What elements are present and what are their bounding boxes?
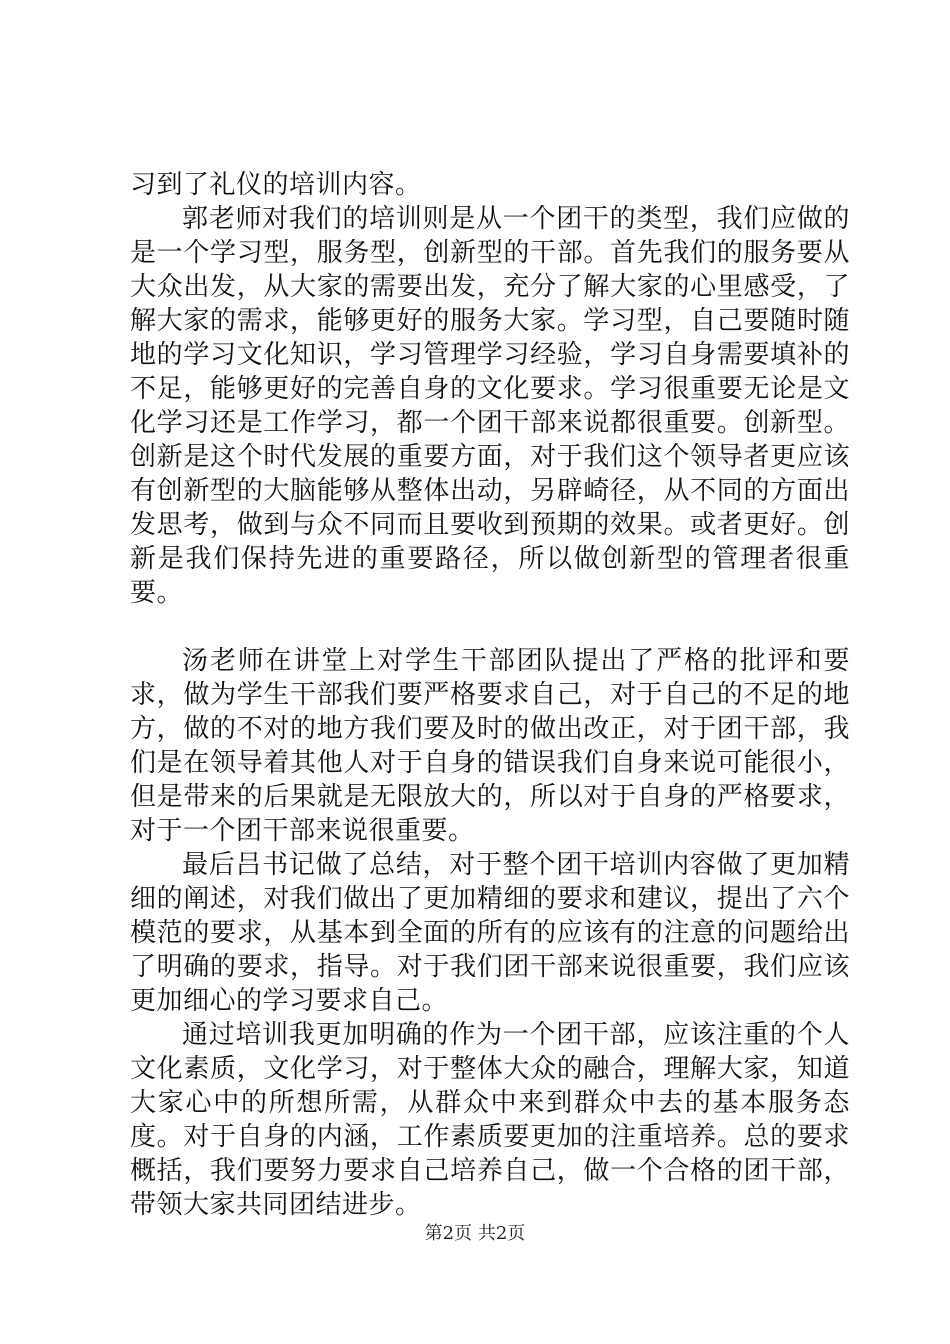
- paragraph-guo-teacher: 郭老师对我们的培训则是从一个团干的类型，我们应做的是一个学习型，服务型，创新型的干部。首先我们的服务要从大众出发，从大家的需要出发，充分了解大家的心里感受，了解大家的需求，能够更好的服务大家。学习型，自己要随时随地的学习文化知识，学习管理学习经验，学习自身需要填补的不足，能够更好的完善自身的文化要求。学习很重要无论是文化学习还是工作学习，都一个团干部来说都很重要。创新型。创新是这个时代发展的重要方面，对于我们这个领导者更应该有创新型的大脑能够从整体出动，另辟崎径，从不同的方面出发思考，做到与众不同而且要收到预期的效果。或者更好。创新是我们保持先进的重要路径，所以做创新型的管理者很重要。: [130, 204, 850, 608]
- page-number-footer: 第2页 共2页: [424, 1223, 526, 1244]
- paragraph-continuation: 习到了礼仪的培训内容。: [130, 170, 422, 200]
- paragraph-conclusion: 通过培训我更加明确的作为一个团干部，应该注重的个人文化素质，文化学习，对于整体大众的融合，理解大家，知道大家心中的所想所需，从群众中来到群众中去的基本服务态度。对于自身的内涵，工作素质要更加的注重培养。总的要求概括，我们要努力要求自己培养自己，做一个合格的团干部，带领大家共同团结进步。: [130, 1020, 850, 1220]
- paragraph-lv-secretary: 最后吕书记做了总结，对于整个团干培训内容做了更加精细的阐述，对我们做出了更加精细的要求和建议，提出了六个模范的要求，从基本到全面的所有的应该有的注意的问题给出了明确的要求，指导。对于我们团干部来说很重要，我们应该更加细心的学习要求自己。: [130, 850, 850, 1016]
- paragraph-gap: [130, 610, 850, 644]
- document-body: [130, 168, 850, 1222]
- paragraph-tang-teacher: 汤老师在讲堂上对学生干部团队提出了严格的批评和要求，做为学生干部我们要严格要求自己，对于自己的不足的地方，做的不对的地方我们要及时的做出改正，对于团干部，我们是在领导着其他人对于自身的错误我们自身来说可能很小，但是带来的后果就是无限放大的，所以对于自身的严格要求，对于一个团干部来说很重要。: [130, 646, 850, 846]
